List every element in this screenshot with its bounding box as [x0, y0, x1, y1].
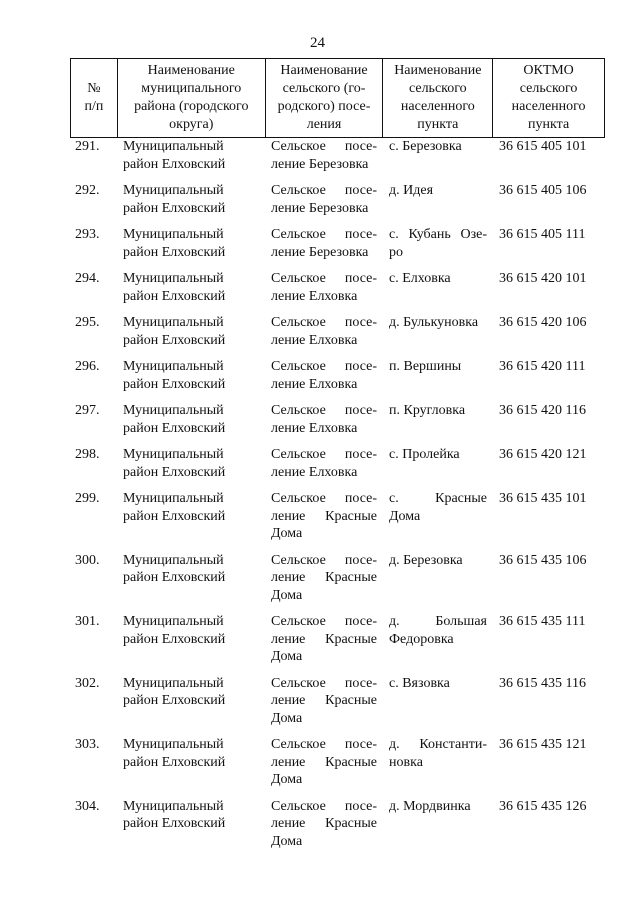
row-number	[70, 490, 117, 543]
header-line: сельского	[519, 81, 578, 96]
locality-cell	[383, 182, 493, 217]
cell-line: Муниципальный	[123, 403, 224, 418]
district-cell	[117, 314, 265, 349]
oktmo-cell	[493, 138, 604, 173]
cell-line: 36 615 435 111	[499, 614, 586, 629]
cell-line: район Елховский	[123, 420, 226, 436]
cell-line: ление Красные	[271, 754, 377, 770]
table-row	[70, 358, 605, 402]
cell-line: Муниципальный	[123, 183, 224, 198]
cell-line: Сельское посе-	[271, 491, 377, 506]
cell-line: Муниципальный	[123, 227, 224, 242]
settlement-cell	[265, 182, 383, 217]
cell-line: Дома	[271, 710, 303, 726]
table-row	[70, 736, 605, 798]
locality-cell	[383, 552, 493, 605]
cell-line: Муниципальный	[123, 737, 224, 752]
page-number: 24	[310, 35, 325, 51]
district-cell	[117, 226, 265, 261]
cell-line: Сельское посе-	[271, 675, 377, 691]
header-line: п/п	[84, 99, 104, 114]
table-header	[70, 58, 605, 138]
settlement-cell	[265, 138, 383, 173]
cell-line: Муниципальный	[123, 798, 224, 814]
cell-line: 297.	[75, 403, 100, 418]
row-number	[70, 358, 117, 393]
table-row	[70, 138, 605, 182]
cell-line: п. Кругловка	[389, 403, 466, 418]
cell-line: 302.	[75, 675, 100, 691]
cell-line: ление Березовка	[271, 244, 369, 260]
table-row	[70, 402, 605, 446]
oktmo-cell	[493, 358, 604, 393]
cell-line: ление Березовка	[271, 156, 369, 172]
cell-line: Сельское посе-	[271, 315, 377, 330]
header-line: №	[87, 81, 101, 96]
header-line: сельского (го-	[282, 81, 366, 96]
cell-line: район Елховский	[123, 508, 226, 524]
cell-line: ление Елховка	[271, 288, 358, 304]
cell-line: Сельское посе-	[271, 447, 377, 462]
cell-line: район Елховский	[123, 288, 226, 304]
cell-line: Муниципальный	[123, 271, 224, 286]
cell-line: 304.	[75, 798, 100, 814]
row-number	[70, 226, 117, 261]
row-number	[70, 182, 117, 217]
cell-line: ление Елховка	[271, 464, 358, 480]
table-row	[70, 226, 605, 270]
cell-line: 36 615 435 106	[499, 552, 587, 568]
cell-line: ление Елховка	[271, 376, 358, 392]
district-cell	[117, 613, 265, 666]
locality-cell	[383, 675, 493, 728]
settlement-cell	[265, 675, 383, 728]
cell-line: ление Красные	[271, 816, 377, 831]
cell-line: Сельское посе-	[271, 227, 377, 242]
cell-line: район Елховский	[123, 464, 226, 480]
header-line: Наименование	[394, 63, 482, 78]
table-row	[70, 182, 605, 226]
cell-line: 298.	[75, 447, 100, 462]
cell-line: Дома	[271, 587, 303, 603]
locality-cell	[383, 138, 493, 173]
cell-line: 299.	[75, 491, 100, 506]
cell-line: Сельское посе-	[271, 403, 377, 418]
locality-cell	[383, 402, 493, 437]
district-cell	[117, 675, 265, 728]
cell-line: ление Красные	[271, 570, 377, 585]
cell-line: д. Константи-	[389, 737, 487, 752]
district-cell	[117, 358, 265, 393]
cell-line: Муниципальный	[123, 491, 224, 506]
locality-cell	[383, 226, 493, 261]
cell-line: Сельское посе-	[271, 737, 377, 752]
cell-line: Дома	[271, 772, 303, 787]
locality-cell	[383, 358, 493, 393]
row-number	[70, 314, 117, 349]
settlement-cell	[265, 358, 383, 393]
oktmo-cell	[493, 552, 604, 605]
cell-line: Сельское посе-	[271, 183, 377, 198]
district-cell	[117, 402, 265, 437]
cell-line: ление Красные	[271, 508, 377, 524]
cell-line: Муниципальный	[123, 675, 224, 691]
cell-line: Муниципальный	[123, 614, 224, 629]
row-number	[70, 446, 117, 481]
cell-line: д. Березовка	[389, 552, 463, 568]
header-line: населенного	[400, 99, 475, 114]
cell-line: район Елховский	[123, 332, 226, 348]
cell-line: д. Мордвинка	[389, 798, 471, 814]
header-line: ления	[306, 117, 342, 132]
cell-line: Муниципальный	[123, 139, 224, 154]
settlement-cell	[265, 552, 383, 605]
cell-line: 303.	[75, 737, 100, 752]
cell-line: 291.	[75, 139, 100, 154]
settlement-cell	[265, 798, 383, 851]
header-oktmo	[493, 59, 604, 137]
settlement-cell	[265, 736, 383, 789]
table-row	[70, 270, 605, 314]
cell-line: район Елховский	[123, 754, 226, 770]
cell-line: ление Елховка	[271, 420, 358, 436]
cell-line: с. Кубань Озе-	[389, 227, 487, 242]
cell-line: с. Вязовка	[389, 675, 450, 691]
cell-line: 36 615 420 101	[499, 271, 587, 286]
header-line: пункта	[417, 117, 459, 132]
locality-cell	[383, 613, 493, 666]
cell-line: новка	[389, 754, 423, 770]
cell-line: д. Идея	[389, 183, 434, 198]
header-line: ОКТМО	[523, 63, 574, 78]
header-line: муниципального	[141, 81, 242, 96]
cell-line: ление Красные	[271, 693, 377, 708]
cell-line: район Елховский	[123, 570, 226, 585]
oktmo-cell	[493, 402, 604, 437]
cell-line: район Елховский	[123, 631, 226, 647]
locality-cell	[383, 314, 493, 349]
table-row	[70, 314, 605, 358]
cell-line: Дома	[271, 526, 303, 541]
cell-line: 36 615 405 101	[499, 139, 587, 154]
cell-line: 295.	[75, 315, 100, 330]
cell-line: район Елховский	[123, 376, 226, 392]
cell-line: Федоровка	[389, 631, 454, 647]
cell-line: 301.	[75, 614, 100, 629]
cell-line: ро	[389, 244, 403, 260]
table-row	[70, 798, 605, 860]
header-number	[71, 59, 118, 137]
cell-line: 36 615 435 121	[499, 737, 587, 752]
settlement-cell	[265, 613, 383, 666]
row-number	[70, 138, 117, 173]
settlement-cell	[265, 226, 383, 261]
cell-line: 294.	[75, 271, 100, 286]
cell-line: Дома	[271, 649, 303, 664]
cell-line: район Елховский	[123, 693, 226, 708]
oktmo-cell	[493, 314, 604, 349]
table-row	[70, 490, 605, 552]
oktmo-cell	[493, 490, 604, 543]
cell-line: 36 615 405 106	[499, 183, 587, 198]
oktmo-cell	[493, 182, 604, 217]
header-line: округа)	[169, 117, 214, 132]
table-row	[70, 552, 605, 614]
cell-line: район Елховский	[123, 156, 226, 172]
cell-line: д. Большая	[389, 614, 487, 629]
oktmo-cell	[493, 613, 604, 666]
cell-line: Дома	[389, 508, 421, 524]
cell-line: 300.	[75, 552, 100, 568]
locality-cell	[383, 736, 493, 789]
cell-line: ление Красные	[271, 631, 377, 647]
locality-cell	[383, 490, 493, 543]
header-district	[118, 59, 266, 137]
cell-line: с. Пролейка	[389, 447, 460, 462]
cell-line: 293.	[75, 227, 100, 242]
cell-line: Сельское посе-	[271, 139, 377, 154]
settlement-cell	[265, 270, 383, 305]
cell-line: 36 615 420 121	[499, 447, 587, 462]
settlement-cell	[265, 402, 383, 437]
header-locality	[383, 59, 493, 137]
cell-line: Муниципальный	[123, 447, 224, 462]
row-number	[70, 675, 117, 728]
cell-line: Дома	[271, 833, 303, 849]
settlement-cell	[265, 490, 383, 543]
row-number	[70, 270, 117, 305]
locality-cell	[383, 798, 493, 851]
cell-line: 36 615 420 111	[499, 359, 586, 374]
cell-line: район Елховский	[123, 200, 226, 216]
header-line: населенного	[511, 99, 586, 114]
cell-line: ление Елховка	[271, 332, 358, 348]
district-cell	[117, 182, 265, 217]
row-number	[70, 736, 117, 789]
table-row	[70, 613, 605, 675]
cell-line: Сельское посе-	[271, 798, 377, 814]
cell-line: 36 615 435 126	[499, 798, 587, 814]
district-cell	[117, 270, 265, 305]
district-cell	[117, 736, 265, 789]
oktmo-cell	[493, 798, 604, 851]
cell-line: Муниципальный	[123, 315, 224, 330]
cell-line: 36 615 420 116	[499, 403, 586, 418]
row-number	[70, 402, 117, 437]
oktmo-cell	[493, 446, 604, 481]
cell-line: д. Булькуновка	[389, 315, 479, 330]
cell-line: с. Красные	[389, 491, 487, 506]
oktmo-cell	[493, 675, 604, 728]
cell-line: район Елховский	[123, 816, 226, 831]
district-cell	[117, 552, 265, 605]
table-row	[70, 446, 605, 490]
header-line: района (городского	[134, 99, 249, 114]
district-cell	[117, 446, 265, 481]
locality-cell	[383, 446, 493, 481]
cell-line: Сельское посе-	[271, 359, 377, 374]
cell-line: район Елховский	[123, 244, 226, 260]
cell-line: п. Вершины	[389, 359, 462, 374]
locality-cell	[383, 270, 493, 305]
cell-line: Сельское посе-	[271, 552, 377, 568]
cell-line: 36 615 435 101	[499, 491, 587, 506]
settlement-cell	[265, 446, 383, 481]
cell-line: 292.	[75, 183, 100, 198]
cell-line: ление Березовка	[271, 200, 369, 216]
oktmo-cell	[493, 270, 604, 305]
cell-line: Муниципальный	[123, 552, 224, 568]
header-settlement	[266, 59, 384, 137]
district-cell	[117, 798, 265, 851]
row-number	[70, 613, 117, 666]
oktmo-cell	[493, 226, 604, 261]
header-line: Наименование	[147, 63, 235, 78]
settlement-cell	[265, 314, 383, 349]
header-line: родского) посе-	[277, 99, 371, 114]
cell-line: с. Березовка	[389, 139, 462, 154]
cell-line: 36 615 420 106	[499, 315, 587, 330]
cell-line: Сельское посе-	[271, 614, 377, 629]
cell-line: 36 615 435 116	[499, 675, 586, 691]
row-number	[70, 552, 117, 605]
row-number	[70, 798, 117, 851]
district-cell	[117, 138, 265, 173]
header-line: пункта	[528, 117, 570, 132]
cell-line: 36 615 405 111	[499, 227, 586, 242]
cell-line: с. Елховка	[389, 271, 451, 286]
cell-line: 296.	[75, 359, 100, 374]
district-cell	[117, 490, 265, 543]
header-line: Наименование	[280, 63, 368, 78]
oktmo-cell	[493, 736, 604, 789]
table-row	[70, 675, 605, 737]
cell-line: Сельское посе-	[271, 271, 377, 286]
settlements-table	[70, 58, 605, 859]
cell-line: Муниципальный	[123, 359, 224, 374]
header-line: сельского	[408, 81, 467, 96]
table-body	[70, 138, 605, 859]
